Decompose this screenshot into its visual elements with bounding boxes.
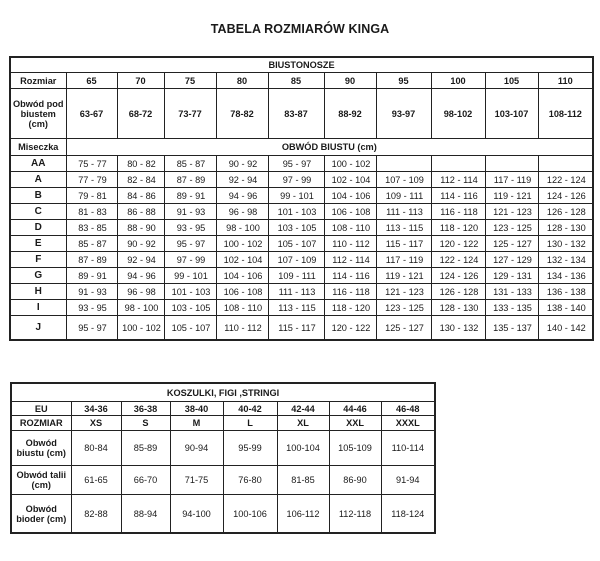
bra-bust-cell: 102 - 104	[216, 252, 268, 268]
bra-bust-cell: 117 - 119	[376, 252, 431, 268]
shirt-size-cell: XXXL	[381, 416, 435, 431]
bra-bust-cell: 110 - 112	[216, 316, 268, 341]
bra-size-cell: 70	[117, 73, 164, 89]
bra-bust-cell: 92 - 94	[216, 172, 268, 188]
bra-bust-cell: 127 - 129	[485, 252, 538, 268]
shirt-measure-label: Obwód biustu (cm)	[11, 431, 71, 466]
shirt-measure-label: Obwód bioder (cm)	[11, 495, 71, 534]
bra-bust-cell: 79 - 81	[66, 188, 117, 204]
shirt-measure-cell: 94-100	[170, 495, 223, 534]
shirt-measure-label: Obwód talii (cm)	[11, 466, 71, 495]
bra-size-row	[10, 73, 593, 89]
bra-bust-cell: 83 - 85	[66, 220, 117, 236]
bra-bust-cell: 116 - 118	[324, 284, 376, 300]
shirt-measure-row	[11, 495, 435, 534]
bra-bust-cell: 87 - 89	[164, 172, 216, 188]
bra-bust-cell: 101 - 103	[164, 284, 216, 300]
shirt-eu-cell: 36-38	[121, 402, 170, 416]
bra-cup-row	[10, 204, 593, 220]
bra-bust-cell: 120 - 122	[431, 236, 485, 252]
bra-section-title: BIUSTONOSZE	[10, 57, 593, 73]
bra-bust-cell: 94 - 96	[216, 188, 268, 204]
bra-bust-cell: 124 - 126	[431, 268, 485, 284]
shirt-eu-cell: 38-40	[170, 402, 223, 416]
shirt-measure-cell: 61-65	[71, 466, 121, 495]
bra-bust-cell: 121 - 123	[485, 204, 538, 220]
bra-bust-cell: 90 - 92	[117, 236, 164, 252]
bra-cup-cell: C	[10, 204, 66, 220]
bra-bust-cell: 123 - 125	[485, 220, 538, 236]
bra-bust-cell: 104 - 106	[216, 268, 268, 284]
bra-bust-cell: 133 - 135	[485, 300, 538, 316]
bra-bust-cell: 131 - 133	[485, 284, 538, 300]
shirt-size-cell: XXL	[329, 416, 381, 431]
page-title: TABELA ROZMIARÓW KINGA	[210, 22, 390, 36]
bra-bust-cell: 126 - 128	[431, 284, 485, 300]
bra-bust-cell: 125 - 127	[376, 316, 431, 341]
bra-size-cell: 80	[216, 73, 268, 89]
bra-bust-cell: 111 - 113	[376, 204, 431, 220]
shirt-eu-cell: 40-42	[223, 402, 277, 416]
bra-cup-row	[10, 300, 593, 316]
bra-size-table	[9, 56, 594, 341]
bra-cup-row	[10, 252, 593, 268]
shirt-measure-cell: 80-84	[71, 431, 121, 466]
bra-bust-cell: 121 - 123	[376, 284, 431, 300]
shirt-measure-cell: 86-90	[329, 466, 381, 495]
shirt-size-cell: M	[170, 416, 223, 431]
bra-bust-cell: 114 - 116	[324, 268, 376, 284]
bra-bust-cell	[431, 156, 485, 172]
shirt-measure-cell: 90-94	[170, 431, 223, 466]
bra-cup-row	[10, 188, 593, 204]
bra-cup-cell: G	[10, 268, 66, 284]
bra-bust-cell: 95 - 97	[268, 156, 324, 172]
bra-bust-cell: 120 - 122	[324, 316, 376, 341]
bra-bust-cell: 130 - 132	[538, 236, 593, 252]
shirt-measure-cell: 85-89	[121, 431, 170, 466]
shirt-eu-cell: 42-44	[277, 402, 329, 416]
bra-bust-cell: 105 - 107	[164, 316, 216, 341]
shirt-size-cell: L	[223, 416, 277, 431]
bra-size-cell: 65	[66, 73, 117, 89]
bra-bust-cell: 118 - 120	[431, 220, 485, 236]
shirt-size-cell: S	[121, 416, 170, 431]
shirt-measure-cell: 118-124	[381, 495, 435, 534]
bra-bust-cell: 135 - 137	[485, 316, 538, 341]
bra-bust-cell: 91 - 93	[164, 204, 216, 220]
bra-bust-cell: 99 - 101	[164, 268, 216, 284]
bra-bust-cell: 122 - 124	[431, 252, 485, 268]
bra-bust-cell: 100 - 102	[117, 316, 164, 341]
bra-bust-cell: 94 - 96	[117, 268, 164, 284]
bra-size-cell: 85	[268, 73, 324, 89]
bra-bust-cell: 138 - 140	[538, 300, 593, 316]
bra-cup-header-row	[10, 139, 593, 156]
bra-bust-cell: 109 - 111	[376, 188, 431, 204]
bra-cup-cell: J	[10, 316, 66, 341]
bra-bust-cell: 115 - 117	[376, 236, 431, 252]
bra-cup-row	[10, 156, 593, 172]
bra-size-cell: 95	[376, 73, 431, 89]
shirt-section-title: KOSZULKI, FIGI ,STRINGI	[11, 383, 435, 402]
bra-bust-cell: 95 - 97	[164, 236, 216, 252]
bra-underbust-cell: 93-97	[376, 89, 431, 139]
bra-cup-row	[10, 268, 593, 284]
shirt-measure-cell: 66-70	[121, 466, 170, 495]
bra-bust-cell: 97 - 99	[164, 252, 216, 268]
shirt-eu-cell: 46-48	[381, 402, 435, 416]
bra-bust-cell: 75 - 77	[66, 156, 117, 172]
bra-bust-cell: 101 - 103	[268, 204, 324, 220]
bra-cup-row	[10, 172, 593, 188]
bra-bust-cell: 102 - 104	[324, 172, 376, 188]
shirt-measure-cell: 100-104	[277, 431, 329, 466]
bra-bust-cell: 93 - 95	[164, 220, 216, 236]
bra-bust-cell: 91 - 93	[66, 284, 117, 300]
bra-bust-cell: 89 - 91	[66, 268, 117, 284]
bra-bust-cell: 95 - 97	[66, 316, 117, 341]
bra-bust-cell: 108 - 110	[324, 220, 376, 236]
bra-underbust-row	[10, 89, 593, 139]
bra-underbust-cell: 103-107	[485, 89, 538, 139]
bra-bust-cell: 98 - 100	[216, 220, 268, 236]
bra-bust-cell: 132 - 134	[538, 252, 593, 268]
shirt-measure-cell: 110-114	[381, 431, 435, 466]
bra-bust-cell: 128 - 130	[431, 300, 485, 316]
bra-size-cell: 110	[538, 73, 593, 89]
bra-bust-cell: 122 - 124	[538, 172, 593, 188]
bra-bust-cell: 105 - 107	[268, 236, 324, 252]
bra-bust-cell: 89 - 91	[164, 188, 216, 204]
bra-size-cell: 100	[431, 73, 485, 89]
bra-bust-cell: 107 - 109	[268, 252, 324, 268]
bra-size-cell: 90	[324, 73, 376, 89]
bra-bust-cell: 116 - 118	[431, 204, 485, 220]
bra-bust-cell: 129 - 131	[485, 268, 538, 284]
bra-underbust-cell: 98-102	[431, 89, 485, 139]
shirt-measure-cell: 82-88	[71, 495, 121, 534]
bra-bust-cell: 107 - 109	[376, 172, 431, 188]
bra-bust-cell: 136 - 138	[538, 284, 593, 300]
bra-bust-cell: 126 - 128	[538, 204, 593, 220]
shirt-measure-row	[11, 431, 435, 466]
bra-bust-cell: 112 - 114	[431, 172, 485, 188]
shirt-measure-cell: 105-109	[329, 431, 381, 466]
bra-bust-cell: 104 - 106	[324, 188, 376, 204]
bra-underbust-cell: 83-87	[268, 89, 324, 139]
shirt-measure-row	[11, 466, 435, 495]
bra-cup-cell: I	[10, 300, 66, 316]
bra-bust-cell: 125 - 127	[485, 236, 538, 252]
bra-bust-cell: 93 - 95	[66, 300, 117, 316]
bra-bust-cell: 80 - 82	[117, 156, 164, 172]
bra-bust-cell: 112 - 114	[324, 252, 376, 268]
bra-bust-cell: 108 - 110	[216, 300, 268, 316]
bra-bust-cell: 124 - 126	[538, 188, 593, 204]
bra-bust-cell: 118 - 120	[324, 300, 376, 316]
bra-bust-cell: 119 - 121	[485, 188, 538, 204]
bra-bust-cell: 85 - 87	[66, 236, 117, 252]
shirt-size-label: ROZMIAR	[11, 416, 71, 431]
bra-bust-cell: 110 - 112	[324, 236, 376, 252]
bra-bust-cell: 82 - 84	[117, 172, 164, 188]
bra-bust-cell: 128 - 130	[538, 220, 593, 236]
shirt-eu-label: EU	[11, 402, 71, 416]
bra-bust-cell: 81 - 83	[66, 204, 117, 220]
bra-bust-cell: 100 - 102	[324, 156, 376, 172]
bra-size-cell: 105	[485, 73, 538, 89]
bra-bust-cell: 99 - 101	[268, 188, 324, 204]
bra-bust-cell: 111 - 113	[268, 284, 324, 300]
bra-cup-row	[10, 284, 593, 300]
shirt-measure-cell: 95-99	[223, 431, 277, 466]
bra-bust-cell: 103 - 105	[268, 220, 324, 236]
bra-bust-cell: 87 - 89	[66, 252, 117, 268]
bra-bust-cell: 117 - 119	[485, 172, 538, 188]
bra-cup-cell: D	[10, 220, 66, 236]
shirt-eu-cell: 44-46	[329, 402, 381, 416]
bra-bust-cell: 88 - 90	[117, 220, 164, 236]
bra-cup-row	[10, 236, 593, 252]
shirt-size-table	[10, 382, 436, 534]
bra-cup-cell: F	[10, 252, 66, 268]
bra-cup-cell: B	[10, 188, 66, 204]
bra-bust-cell: 96 - 98	[117, 284, 164, 300]
bra-underbust-cell: 108-112	[538, 89, 593, 139]
shirt-size-cell: XS	[71, 416, 121, 431]
bra-bust-cell: 92 - 94	[117, 252, 164, 268]
bra-bust-cell: 84 - 86	[117, 188, 164, 204]
bra-bust-cell: 109 - 111	[268, 268, 324, 284]
bra-bust-cell: 114 - 116	[431, 188, 485, 204]
bra-bust-cell: 86 - 88	[117, 204, 164, 220]
bra-cup-cell: H	[10, 284, 66, 300]
bra-bust-cell: 106 - 108	[216, 284, 268, 300]
bra-bust-cell: 115 - 117	[268, 316, 324, 341]
bra-underbust-label: Obwód pod biustem (cm)	[10, 89, 66, 139]
bra-cup-row	[10, 316, 593, 341]
bra-bust-cell: 140 - 142	[538, 316, 593, 341]
bra-bust-cell	[376, 156, 431, 172]
bra-bust-cell	[538, 156, 593, 172]
bra-cup-cell: E	[10, 236, 66, 252]
shirt-eu-cell: 34-36	[71, 402, 121, 416]
bra-underbust-cell: 88-92	[324, 89, 376, 139]
bra-cup-cell: AA	[10, 156, 66, 172]
bra-bust-cell: 96 - 98	[216, 204, 268, 220]
shirt-measure-cell: 100-106	[223, 495, 277, 534]
shirt-measure-cell: 88-94	[121, 495, 170, 534]
bra-bust-cell: 85 - 87	[164, 156, 216, 172]
bra-bust-cell: 113 - 115	[268, 300, 324, 316]
bra-bust-cell: 106 - 108	[324, 204, 376, 220]
bra-bust-label: OBWÓD BIUSTU (cm)	[66, 139, 593, 156]
shirt-measure-cell: 91-94	[381, 466, 435, 495]
bra-bust-cell: 97 - 99	[268, 172, 324, 188]
bra-bust-cell: 103 - 105	[164, 300, 216, 316]
bra-bust-cell: 100 - 102	[216, 236, 268, 252]
bra-bust-cell: 123 - 125	[376, 300, 431, 316]
bra-bust-cell: 113 - 115	[376, 220, 431, 236]
shirt-measure-cell: 76-80	[223, 466, 277, 495]
shirt-size-row	[11, 416, 435, 431]
bra-bust-cell: 77 - 79	[66, 172, 117, 188]
bra-underbust-cell: 73-77	[164, 89, 216, 139]
bra-bust-cell	[485, 156, 538, 172]
bra-cup-cell: A	[10, 172, 66, 188]
bra-size-cell: 75	[164, 73, 216, 89]
bra-bust-cell: 119 - 121	[376, 268, 431, 284]
shirt-measure-cell: 112-118	[329, 495, 381, 534]
bra-underbust-cell: 68-72	[117, 89, 164, 139]
bra-cup-label: Miseczka	[10, 139, 66, 156]
shirt-eu-row	[11, 402, 435, 416]
bra-bust-cell: 134 - 136	[538, 268, 593, 284]
bra-size-label: Rozmiar	[10, 73, 66, 89]
bra-cup-row	[10, 220, 593, 236]
shirt-measure-cell: 71-75	[170, 466, 223, 495]
bra-bust-cell: 90 - 92	[216, 156, 268, 172]
bra-underbust-cell: 78-82	[216, 89, 268, 139]
bra-underbust-cell: 63-67	[66, 89, 117, 139]
bra-bust-cell: 130 - 132	[431, 316, 485, 341]
shirt-size-cell: XL	[277, 416, 329, 431]
bra-bust-cell: 98 - 100	[117, 300, 164, 316]
shirt-measure-cell: 106-112	[277, 495, 329, 534]
shirt-measure-cell: 81-85	[277, 466, 329, 495]
